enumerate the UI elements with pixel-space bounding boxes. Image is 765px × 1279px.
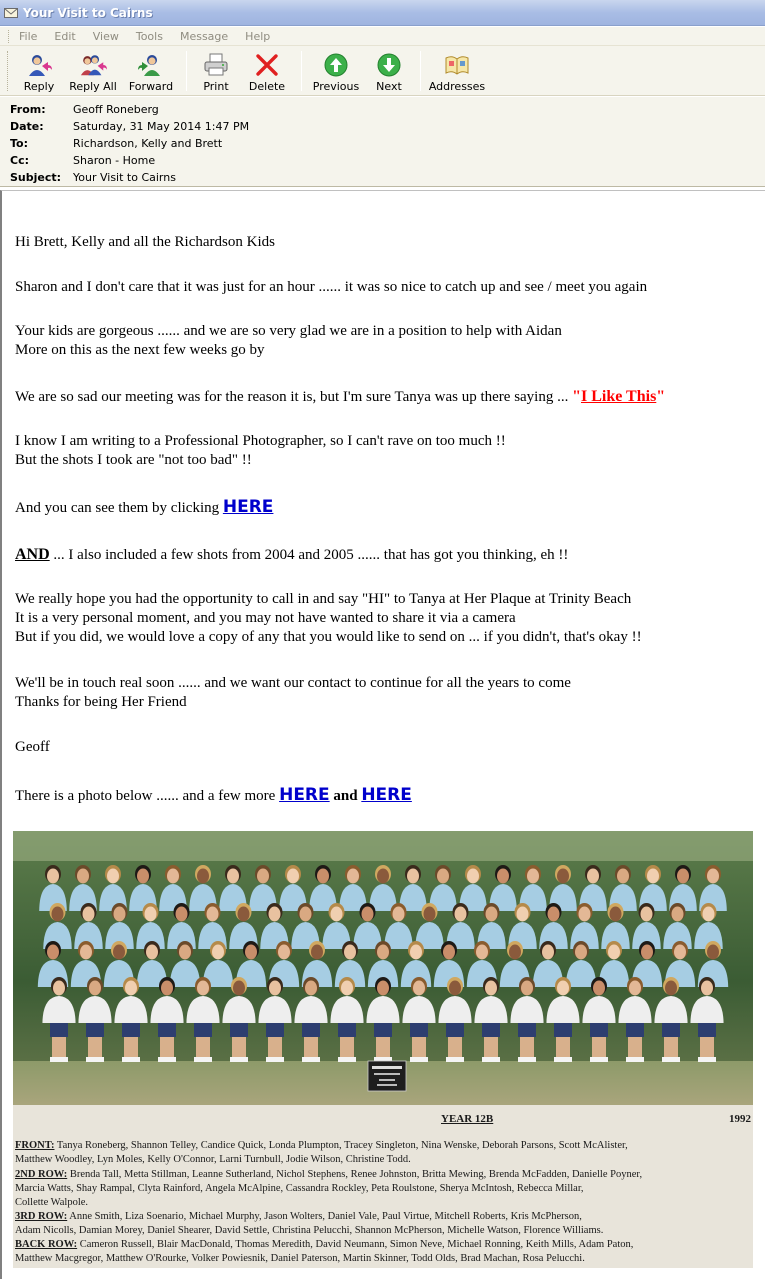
student-shorts bbox=[482, 1023, 500, 1037]
cc-label: Cc: bbox=[10, 154, 29, 167]
student-face bbox=[107, 869, 119, 884]
reply-icon bbox=[25, 52, 53, 78]
delete-label: Delete bbox=[248, 80, 286, 93]
student-shoes bbox=[86, 1057, 104, 1062]
caption-back-row bbox=[15, 1238, 633, 1252]
student-face bbox=[167, 869, 179, 884]
from-row bbox=[0, 101, 765, 118]
address-book-icon bbox=[443, 52, 471, 78]
student-face bbox=[300, 907, 312, 922]
paragraph-2b: More on this as the next few weeks go by bbox=[15, 342, 265, 358]
student-face bbox=[413, 981, 425, 996]
student-face bbox=[47, 945, 59, 960]
menu-view[interactable]: View bbox=[92, 29, 119, 43]
student-legs bbox=[592, 1037, 606, 1057]
student-legs bbox=[700, 1037, 714, 1057]
printer-icon bbox=[202, 52, 230, 78]
subject-value: Your Visit to Cairns bbox=[73, 171, 176, 184]
student-face bbox=[542, 945, 554, 960]
paragraph-8b: Thanks for being Her Friend bbox=[15, 694, 187, 710]
paragraph-4b: But the shots I took are "not too bad" !! bbox=[15, 452, 252, 468]
student-legs bbox=[412, 1037, 426, 1057]
student-shorts bbox=[50, 1023, 68, 1037]
front-label: FRONT: bbox=[15, 1140, 55, 1151]
here-link-2[interactable]: HERE bbox=[361, 785, 412, 805]
student-shoes bbox=[302, 1057, 320, 1062]
student-face bbox=[641, 945, 653, 960]
student-face bbox=[341, 981, 353, 996]
student-face bbox=[317, 869, 329, 884]
caption-front-row bbox=[15, 1139, 628, 1153]
student-face bbox=[269, 981, 281, 996]
student-face bbox=[245, 945, 257, 960]
reply-all-button[interactable] bbox=[64, 46, 122, 94]
student-face bbox=[449, 981, 461, 996]
toolbar-grip bbox=[7, 51, 10, 91]
student-face bbox=[146, 945, 158, 960]
next-button[interactable] bbox=[364, 46, 414, 94]
previous-label: Previous bbox=[312, 80, 360, 93]
student-face bbox=[707, 869, 719, 884]
student-shoes bbox=[122, 1057, 140, 1062]
from-label: From: bbox=[10, 103, 46, 116]
student-face bbox=[410, 945, 422, 960]
student-face bbox=[179, 945, 191, 960]
student-shoes bbox=[230, 1057, 248, 1062]
paragraph-6 bbox=[15, 545, 568, 565]
window-title: Your Visit to Cairns bbox=[23, 5, 153, 20]
student-legs bbox=[484, 1037, 498, 1057]
student-face bbox=[455, 907, 467, 922]
student-face bbox=[377, 869, 389, 884]
student-face bbox=[47, 869, 59, 884]
back-names: Cameron Russell, Blair MacDonald, Thomas Meredith, David Neumann, Simon Neve, Michael Ronning, Keith Mills, Adam Paton, bbox=[79, 1239, 634, 1250]
student-legs bbox=[268, 1037, 282, 1057]
reply-button[interactable] bbox=[14, 46, 64, 94]
student-face bbox=[707, 945, 719, 960]
menu-help[interactable]: Help bbox=[245, 29, 271, 43]
third-names: Anne Smith, Liza Soenario, Michael Murphy, Jason Wolters, Daniel Vale, Paul Virtue, Mitchell Roberts, Kris McPherson, bbox=[69, 1211, 582, 1222]
student-face bbox=[161, 981, 173, 996]
cc-value[interactable]: Sharon - Home bbox=[73, 154, 156, 167]
student-shorts bbox=[302, 1023, 320, 1037]
delete-x-icon bbox=[253, 52, 281, 78]
paragraph-5-text: And you can see them by clicking bbox=[15, 500, 223, 516]
student-face bbox=[331, 907, 343, 922]
student-face bbox=[207, 907, 219, 922]
student-face bbox=[629, 981, 641, 996]
student-face bbox=[557, 869, 569, 884]
student-shoes bbox=[50, 1057, 68, 1062]
student-face bbox=[548, 907, 560, 922]
here-link-1[interactable]: HERE bbox=[279, 785, 330, 805]
student-face bbox=[77, 869, 89, 884]
student-face bbox=[701, 981, 713, 996]
student-face bbox=[437, 869, 449, 884]
student-face bbox=[521, 981, 533, 996]
reply-label: Reply bbox=[23, 80, 55, 93]
paragraph-6-text: ... I also included a few shots from 2004 and 2005 ...... that has got you thinking, eh !! bbox=[49, 547, 569, 563]
toolbar-separator bbox=[301, 51, 302, 91]
student-face bbox=[238, 907, 250, 922]
student-face bbox=[443, 945, 455, 960]
student-face bbox=[557, 981, 569, 996]
subject-row bbox=[0, 169, 765, 186]
third-label: 3RD ROW: bbox=[15, 1211, 68, 1222]
student-face bbox=[89, 981, 101, 996]
student-face bbox=[575, 945, 587, 960]
student-shorts bbox=[230, 1023, 248, 1037]
title-bar bbox=[0, 0, 765, 26]
menu-bar bbox=[0, 27, 765, 46]
student-legs bbox=[448, 1037, 462, 1057]
student-face bbox=[344, 945, 356, 960]
date-value: Saturday, 31 May 2014 1:47 PM bbox=[73, 120, 250, 133]
addresses-label: Addresses bbox=[428, 80, 486, 93]
student-legs bbox=[664, 1037, 678, 1057]
student-face bbox=[80, 945, 92, 960]
student-shorts bbox=[698, 1023, 716, 1037]
student-face bbox=[125, 981, 137, 996]
student-face bbox=[587, 869, 599, 884]
student-face bbox=[424, 907, 436, 922]
student-face bbox=[257, 869, 269, 884]
student-face bbox=[476, 945, 488, 960]
student-face bbox=[52, 907, 64, 922]
caption-second-row-cont: Marcia Watts, Shay Rampal, Clyta Rainford, Angela McAlpine, Cassandra Rockley, Peta Roulstone, Sherya McIntosh, Rebecca Millar, bbox=[15, 1183, 584, 1194]
student-face bbox=[212, 945, 224, 960]
addresses-button[interactable] bbox=[427, 46, 487, 94]
menu-tools[interactable]: Tools bbox=[135, 29, 163, 43]
arrow-up-icon bbox=[322, 52, 350, 78]
student-shoes bbox=[410, 1057, 428, 1062]
student-shorts bbox=[590, 1023, 608, 1037]
student-shorts bbox=[554, 1023, 572, 1037]
arrow-down-icon bbox=[375, 52, 403, 78]
and-emphasis: AND bbox=[15, 546, 50, 563]
student-face bbox=[579, 907, 591, 922]
paragraph-9 bbox=[15, 786, 412, 806]
to-label: To: bbox=[10, 137, 28, 150]
student-face bbox=[672, 907, 684, 922]
paragraph-1: Sharon and I don't care that it was just for an hour ...... it was so nice to catch up and see / meet you again bbox=[15, 279, 648, 295]
message-headers bbox=[0, 97, 765, 187]
student-legs bbox=[124, 1037, 138, 1057]
menu-message[interactable]: Message bbox=[179, 29, 229, 43]
paragraph-7c: But if you did, we would love a copy of any that you would like to send on ... if you didn't, that's okay !! bbox=[15, 629, 642, 645]
quote-open: " bbox=[572, 388, 581, 405]
student-face bbox=[113, 945, 125, 960]
student-face bbox=[377, 981, 389, 996]
student-shoes bbox=[662, 1057, 680, 1062]
student-face bbox=[197, 869, 209, 884]
student-face bbox=[53, 981, 65, 996]
student-shorts bbox=[266, 1023, 284, 1037]
student-face bbox=[347, 869, 359, 884]
previous-button[interactable] bbox=[308, 46, 364, 94]
class-name: YEAR 12B bbox=[441, 1113, 494, 1125]
paragraph-2a: Your kids are gorgeous ...... and we are so very glad we are in a position to help with Aidan bbox=[15, 323, 562, 339]
student-face bbox=[269, 907, 281, 922]
student-shorts bbox=[338, 1023, 356, 1037]
student-legs bbox=[232, 1037, 246, 1057]
student-shorts bbox=[374, 1023, 392, 1037]
here-link-photos[interactable]: HERE bbox=[222, 497, 274, 517]
paragraph-3-text: We are so sad our meeting was for the reason it is, but I'm sure Tanya was up there saying ... bbox=[15, 389, 573, 405]
paragraph-8a: We'll be in touch real soon ...... and we want our contact to continue for all the years to come bbox=[15, 675, 571, 691]
quote-close: " bbox=[656, 388, 666, 405]
student-shoes bbox=[446, 1057, 464, 1062]
student-legs bbox=[196, 1037, 210, 1057]
student-face bbox=[407, 869, 419, 884]
student-face bbox=[617, 869, 629, 884]
student-face bbox=[608, 945, 620, 960]
caption-back-row-cont: Matthew Macgregor, Matthew O'Rourke, Volker Powiesnik, Daniel Paterson, Martin Skinner, Todd Olds, Brad Machan, Rosa Pelucchi. bbox=[15, 1253, 585, 1264]
front-names: Tanya Roneberg, Shannon Telley, Candice Quick, Londa Plumpton, Tracey Singleton, Nina Wenske, Deborah Parsons, Scott McAlister, bbox=[56, 1140, 628, 1151]
student-face bbox=[137, 869, 149, 884]
student-shorts bbox=[158, 1023, 176, 1037]
student-shorts bbox=[410, 1023, 428, 1037]
greeting: Hi Brett, Kelly and all the Richardson Kids bbox=[15, 234, 275, 250]
caption-second-row bbox=[15, 1168, 642, 1182]
print-label: Print bbox=[203, 80, 229, 93]
student-shoes bbox=[338, 1057, 356, 1062]
forward-icon bbox=[137, 52, 165, 78]
student-face bbox=[278, 945, 290, 960]
student-face bbox=[197, 981, 209, 996]
student-face bbox=[485, 981, 497, 996]
student-face bbox=[287, 869, 299, 884]
signoff: Geoff bbox=[15, 739, 50, 755]
student-shorts bbox=[122, 1023, 140, 1037]
paragraph-7b: It is a very personal moment, and you may not have wanted to share it via a camera bbox=[15, 610, 516, 626]
forward-label: Forward bbox=[128, 80, 174, 93]
menu-file[interactable]: File bbox=[19, 29, 38, 43]
student-legs bbox=[556, 1037, 570, 1057]
student-face bbox=[517, 907, 529, 922]
back-label: BACK ROW: bbox=[15, 1239, 78, 1250]
student-face bbox=[486, 907, 498, 922]
from-value[interactable]: Geoff Roneberg bbox=[73, 103, 159, 116]
second-label: 2ND ROW: bbox=[15, 1169, 68, 1180]
to-value[interactable]: Richardson, Kelly and Brett bbox=[73, 137, 223, 150]
student-shorts bbox=[662, 1023, 680, 1037]
student-face bbox=[362, 907, 374, 922]
toolbar-separator bbox=[186, 51, 187, 91]
second-names: Brenda Tall, Metta Stillman, Leanne Sutherland, Nichol Stephens, Renee Johnston, Britta Mewing, Brenda McFadden, Danielle Poyner, bbox=[69, 1169, 643, 1180]
caption-front-row-cont: Matthew Woodley, Lyn Moles, Kelly O'Connor, Larni Turnbull, Jodie Wilson, Christine Todd. bbox=[15, 1154, 411, 1165]
delete-button[interactable] bbox=[239, 46, 295, 94]
student-shorts bbox=[626, 1023, 644, 1037]
student-face bbox=[647, 869, 659, 884]
student-legs bbox=[88, 1037, 102, 1057]
student-face bbox=[703, 907, 715, 922]
photo-caption bbox=[13, 1105, 753, 1268]
student-shoes bbox=[698, 1057, 716, 1062]
student-shorts bbox=[86, 1023, 104, 1037]
date-row bbox=[0, 118, 765, 135]
class-photo-image bbox=[13, 831, 753, 1105]
menu-edit[interactable]: Edit bbox=[54, 29, 76, 43]
student-shoes bbox=[626, 1057, 644, 1062]
class-photo bbox=[13, 831, 753, 1105]
student-face bbox=[393, 907, 405, 922]
name-sign bbox=[368, 1061, 406, 1091]
student-shoes bbox=[554, 1057, 572, 1062]
student-face bbox=[527, 869, 539, 884]
student-legs bbox=[52, 1037, 66, 1057]
student-legs bbox=[304, 1037, 318, 1057]
student-face bbox=[497, 869, 509, 884]
and-text: and bbox=[329, 788, 362, 804]
student-face bbox=[233, 981, 245, 996]
student-shoes bbox=[194, 1057, 212, 1062]
student-shoes bbox=[482, 1057, 500, 1062]
student-face bbox=[641, 907, 653, 922]
student-shorts bbox=[194, 1023, 212, 1037]
student-face bbox=[227, 869, 239, 884]
paragraph-4a: I know I am writing to a Professional Photographer, so I can't rave on too much !! bbox=[15, 433, 506, 449]
student-face bbox=[305, 981, 317, 996]
student-face bbox=[377, 945, 389, 960]
cc-row bbox=[0, 152, 765, 169]
reply-all-label: Reply All bbox=[69, 80, 117, 93]
next-label: Next bbox=[376, 80, 402, 93]
student-face bbox=[83, 907, 95, 922]
caption-third-row-cont: Adam Nicolls, Damian Morey, Daniel Shearer, David Settle, Christina Pelucchi, Shannon McPherson, Michelle Watson, Florence Williams. bbox=[15, 1225, 604, 1236]
student-legs bbox=[628, 1037, 642, 1057]
student-face bbox=[114, 907, 126, 922]
student-shorts bbox=[446, 1023, 464, 1037]
student-face bbox=[509, 945, 521, 960]
student-face bbox=[610, 907, 622, 922]
student-shorts bbox=[518, 1023, 536, 1037]
print-button[interactable] bbox=[193, 46, 239, 94]
toolbar-separator bbox=[420, 51, 421, 91]
class-year: 1992 bbox=[729, 1113, 751, 1125]
student-face bbox=[467, 869, 479, 884]
student-face bbox=[311, 945, 323, 960]
student-shoes bbox=[590, 1057, 608, 1062]
student-face bbox=[145, 907, 157, 922]
student-face bbox=[677, 869, 689, 884]
student-face bbox=[665, 981, 677, 996]
reply-all-icon bbox=[79, 52, 107, 78]
student-legs bbox=[376, 1037, 390, 1057]
toolbar bbox=[0, 46, 765, 96]
student-legs bbox=[340, 1037, 354, 1057]
student-legs bbox=[160, 1037, 174, 1057]
subject-label: Subject: bbox=[10, 171, 62, 184]
date-label: Date: bbox=[10, 120, 44, 133]
student-shoes bbox=[158, 1057, 176, 1062]
paragraph-5 bbox=[15, 498, 273, 518]
paragraph-7a: We really hope you had the opportunity to call in and say "HI" to Tanya at Her Plaque at Trinity Beach bbox=[15, 591, 632, 607]
forward-button[interactable] bbox=[122, 46, 180, 94]
student-legs bbox=[520, 1037, 534, 1057]
caption-second-row-cont2: Collette Walpole. bbox=[15, 1197, 89, 1208]
student-shoes bbox=[266, 1057, 284, 1062]
to-row bbox=[0, 135, 765, 152]
paragraph-3 bbox=[15, 387, 665, 407]
i-like-this-link[interactable]: I Like This bbox=[581, 388, 657, 405]
menu-grip bbox=[8, 30, 11, 43]
student-face bbox=[674, 945, 686, 960]
student-face bbox=[593, 981, 605, 996]
caption-third-row bbox=[15, 1210, 582, 1224]
paragraph-9-text: There is a photo below ...... and a few more bbox=[15, 788, 280, 804]
student-face bbox=[176, 907, 188, 922]
student-shoes bbox=[518, 1057, 536, 1062]
envelope-icon bbox=[4, 7, 18, 19]
